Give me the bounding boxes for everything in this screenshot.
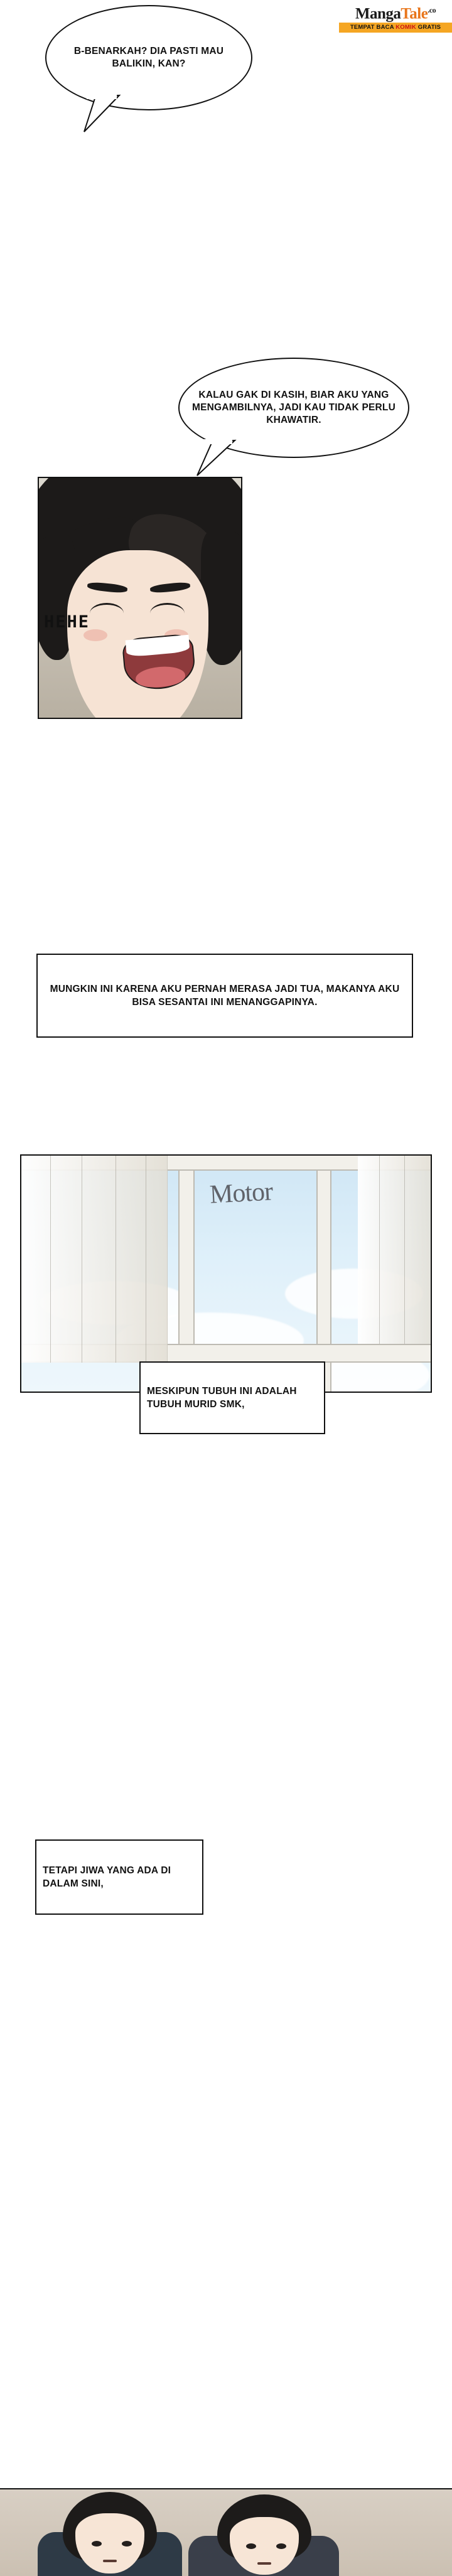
character-left-eye-left [92,2541,102,2547]
eye-left-closed [90,603,124,624]
caption-box-3 [35,1839,203,1915]
character-right-mouth [257,2562,271,2565]
curtain-left [21,1156,168,1363]
comic-panel-window [20,1154,432,1393]
speech-bubble-2-text: KALAU GAK DI KASIH, BIAR AKU YANG MENGAMBILNYA, JADI KAU TIDAK PERLU KHAWATIR. [192,390,396,425]
watermark-tagline [339,23,452,33]
caption-box-2 [139,1361,325,1434]
character-right [188,2488,339,2576]
sfx-hehe-text: HEHE [44,612,90,632]
character-right-eye-right [276,2543,286,2549]
curtain-fold-1 [50,1156,51,1363]
character-left-eye-right [122,2541,132,2547]
speech-bubble-1-tail [70,94,127,151]
character-right-eye-left [246,2543,256,2549]
caption-box-3-text: TETAPI JIWA YANG ADA DI DALAM SINI, [43,1865,171,1889]
eye-right-closed [150,603,185,624]
watermark-logo-part2: Tale [401,5,428,23]
watermark-tagline-2: KOMIK [396,24,416,31]
speech-bubble-1-text: B-BENARKAH? DIA PASTI MAU BALIKIN, KAN? [73,46,224,69]
character-illustration [39,478,241,718]
caption-box-2-text: MESKIPUN TUBUH INI ADALAH TUBUH MURID SMK, [147,1386,297,1410]
curtain-fold-5 [379,1156,380,1344]
curtain-right [358,1156,432,1344]
sfx-motor-text: Motor [208,1177,274,1210]
caption-box-1-text: MUNGKIN INI KARENA AKU PERNAH MERASA JADI TUA, MAKANYA AKU BISA SESANTAI INI MENANGGAPINYA. [50,984,400,1008]
watermark-tagline-1: TEMPAT BACA [350,24,396,31]
comic-panel-bottom [0,2488,452,2576]
character-left [38,2488,182,2576]
watermark-logo-part1: Manga [355,5,401,23]
teeth [126,635,190,657]
watermark-tagline-3: GRATIS [416,24,441,31]
character-left-mouth [103,2560,117,2562]
curtain-fold-6 [404,1156,405,1344]
caption-box-1 [36,954,413,1038]
watermark-logo-suffix: .co [428,6,436,14]
site-watermark [339,0,452,33]
watermark-logo [339,0,452,23]
comic-panel-laughing-boy [38,477,242,719]
